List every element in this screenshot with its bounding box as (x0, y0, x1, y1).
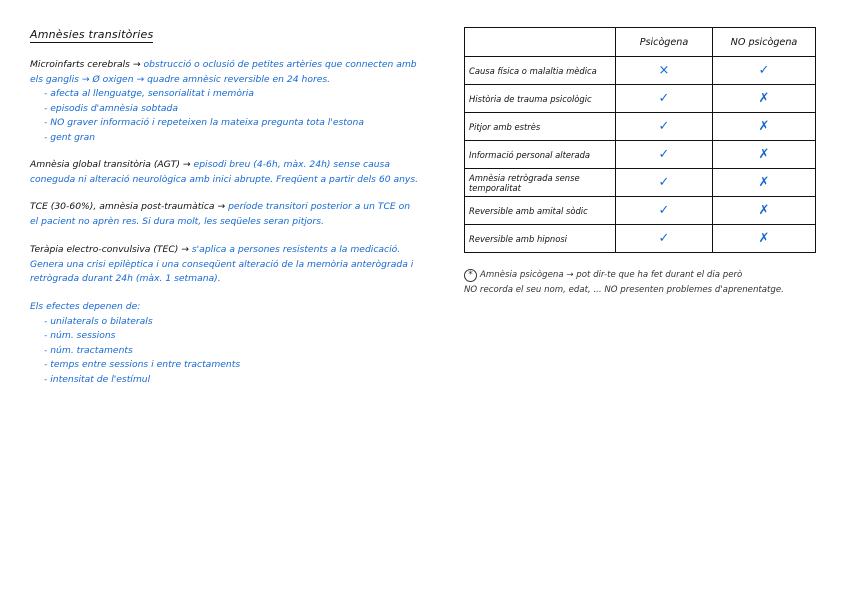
section-line (30, 173, 418, 188)
section-line (30, 73, 417, 88)
mark-psicogena: ✓ (616, 197, 713, 225)
footnote (464, 268, 784, 298)
section-line (30, 158, 418, 173)
table-row (465, 169, 816, 197)
table-corner-cell (465, 28, 616, 57)
table-row (465, 225, 816, 253)
effects-heading: Els efectes depenen de: (30, 301, 141, 312)
effects-item: - unilaterals o bilaterals (44, 315, 153, 327)
mark-psicogena: ✓ (616, 225, 713, 253)
mark-no-psicogena: ✗ (713, 85, 816, 113)
effects-item: - núm. tractaments (44, 344, 133, 356)
mark-psicogena: ✓ (616, 169, 713, 197)
table-header-row (465, 28, 816, 57)
table-row (465, 57, 816, 85)
definition: episodi breu (4-6h, màx. 24h) sense causa (190, 159, 390, 170)
asterisk-icon: * (464, 269, 477, 282)
row-label: Amnèsia retrògrada sense temporalitat (465, 169, 616, 197)
section-line (30, 243, 413, 258)
definition: obstrucció o oclusió de petites artèries que connecten amb (140, 59, 417, 70)
section-line (30, 215, 410, 230)
section-tec (30, 243, 413, 287)
row-label: Història de trauma psicològic (465, 85, 616, 113)
definition: el pacient no aprèn res. Si dura molt, les seqüeles seran pitjors. (30, 215, 324, 227)
header-no-psicogena: NO psicògena (713, 28, 816, 57)
row-label: Pitjor amb estrès (465, 113, 616, 141)
bullet-item: - gent gran (44, 131, 96, 143)
section-line (30, 200, 410, 215)
page-title: Amnèsies transitòries (30, 28, 154, 41)
mark-psicogena: × (616, 57, 713, 85)
section-line (30, 258, 413, 273)
section-line (30, 272, 413, 287)
comparison-table (464, 27, 816, 253)
section-agt (30, 158, 418, 187)
effects-item: - intensitat de l'estímul (44, 373, 151, 385)
table-row (465, 113, 816, 141)
definition: període transitori posterior a un TCE on (225, 201, 411, 212)
mark-psicogena: ✓ (616, 141, 713, 169)
footnote-line: NO recorda el seu nom, edat, ... NO presenten problemes d'aprenentatge. (464, 285, 784, 295)
bullet-item: - NO graver informació i repeteixen la mateixa pregunta tota l'estona (44, 117, 364, 129)
section-tce (30, 200, 410, 229)
definition: retrògrada durant 24h (màx. 1 setmana). (30, 273, 221, 285)
term: Teràpia electro-convulsiva (TEC) → (30, 244, 189, 255)
row-label: Reversible amb amital sòdic (465, 197, 616, 225)
footnote-line (464, 268, 784, 283)
mark-no-psicogena: ✗ (713, 197, 816, 225)
definition: els ganglis → Ø oxigen → quadre amnèsic reversible en 24 hores. (30, 73, 331, 85)
mark-no-psicogena: ✗ (713, 141, 816, 169)
term: Amnèsia global transitòria (AGT) → (30, 159, 191, 170)
bullet-item: - afecta al llenguatge, sensorialitat i memòria (44, 88, 254, 100)
header-psicogena: Psicògena (616, 28, 713, 57)
mark-no-psicogena: ✗ (713, 169, 816, 197)
definition: s'aplica a persones resistents a la medicació. (188, 244, 401, 255)
definition: coneguda ni alteració neurològica amb inici abrupte. Freqüent a partir dels 60 anys. (30, 173, 419, 185)
table-row (465, 85, 816, 113)
mark-no-psicogena: ✗ (713, 225, 816, 253)
row-label: Informació personal alterada (465, 141, 616, 169)
definition: Genera una crisi epilèptica i una conseqüent alteració de la memòria anterògrada i (30, 258, 414, 270)
row-label: Causa física o malaltia mèdica (465, 57, 616, 85)
section-line (30, 58, 417, 73)
table-row (465, 197, 816, 225)
mark-psicogena: ✓ (616, 85, 713, 113)
effects-item: - núm. sessions (44, 330, 116, 342)
table-row (465, 141, 816, 169)
effects-item: - temps entre sessions i entre tractaments (44, 359, 241, 371)
section-microinfarts (30, 58, 417, 146)
term: TCE (30-60%), amnèsia post-traumàtica → (30, 201, 226, 212)
mark-no-psicogena: ✓ (713, 57, 816, 85)
effects-block (30, 300, 240, 388)
footnote-text: Amnèsia psicògena → pot dir-te que ha fet durant el dia però (480, 270, 743, 280)
term: Microinfarts cerebrals → (30, 59, 141, 70)
mark-psicogena: ✓ (616, 113, 713, 141)
row-label: Reversible amb hipnosi (465, 225, 616, 253)
mark-no-psicogena: ✗ (713, 113, 816, 141)
bullet-item: - episodis d'amnèsia sobtada (44, 102, 179, 114)
